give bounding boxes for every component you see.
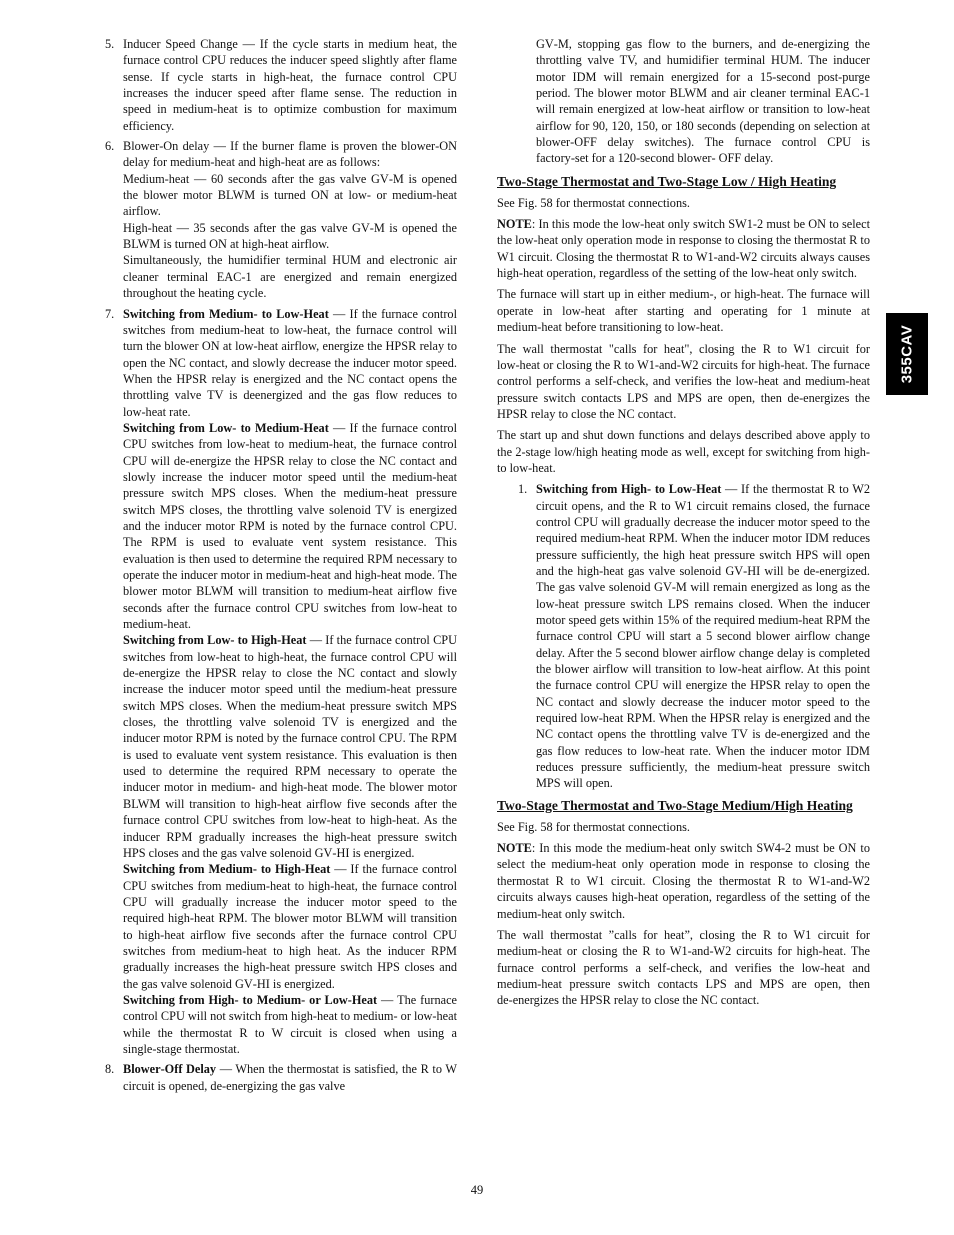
switch-paragraph bbox=[123, 861, 457, 992]
note-paragraph bbox=[497, 840, 870, 922]
switch-title: Switching from Low‑ to High‑Heat bbox=[123, 633, 307, 648]
list-item-6 bbox=[105, 138, 457, 301]
see-figure-text: See Fig. 58 for thermostat connections. bbox=[497, 819, 690, 834]
item-number: 5. bbox=[105, 37, 115, 51]
body-paragraph: The wall thermostat "calls for heat", closing the R to W1 circuit for low‑heat or closing the R to W1‑and‑W2 circuits for high‑heat. The furnace control performs a self‑check, and verifies the low‑heat and medium‑heat pressure switch contacts LPS and MPS are open, then de‑energizes the HPSR relay to close the NC contact. bbox=[497, 341, 870, 421]
list-item-1 bbox=[497, 481, 870, 792]
item-text bbox=[536, 481, 870, 792]
list-item-7 bbox=[105, 306, 457, 1058]
right-column bbox=[497, 36, 870, 1014]
note-paragraph bbox=[497, 216, 870, 281]
side-tab-label: 355CAV bbox=[898, 324, 916, 384]
switch-text: — If the furnace control CPU switches from low‑heat to medium‑heat, the furnace control CPU will de‑energize the HPSR relay to close the NC contact and slowly increase the inducer motor speed until the medium‑heat pressure switch MPS closes. When the medium‑heat pressure switch MPS closes, the throttling valve solenoid TV is energized and the inducer motor RPM is noted by the furnace control CPU. The RPM is used to evaluate vent system resistance. This evaluation is then used to determine the required RPM necessary to operate the inducer motor in medium‑heat and high‑heat mode. The blower motor BLWM will transition to medium‑heat airflow five seconds after the furnace control CPU switches from low‑heat to medium‑heat. bbox=[123, 420, 457, 632]
item-body: — When the thermostat is satisfied, the R to W circuit is opened, de‑energizing the gas valve bbox=[123, 1062, 457, 1093]
item-text: Inducer Speed Change — If the cycle starts in medium heat, the furnace control CPU reduces the inducer speed slightly after flame sense. If cycle starts in high‑heat, the furnace control CPU increases the inducer speed after flame sense. The reduction in speed in medium‑heat is to optimize combustion for maximum efficiency. bbox=[123, 37, 457, 133]
switch-paragraph bbox=[123, 992, 457, 1057]
left-column bbox=[105, 36, 457, 1098]
switch-title: Switching from High‑ to Medium‑ or Low‑Heat bbox=[123, 992, 378, 1007]
item-title: Switching from High‑ to Low‑Heat bbox=[536, 482, 722, 497]
item-text: Blower‑On delay — If the burner flame is proven the blower‑ON delay for medium‑heat and high‑heat are as follows: bbox=[123, 139, 457, 170]
body-paragraph: The wall thermostat ”calls for heat”, closing the R to W1 circuit for medium‑heat or closing the R to W1‑and‑W2 circuits for high‑heat. The furnace control performs a self‑check, and verifies the low‑heat and medium‑heat pressure switch contacts LPS and MPS are open, then de‑energizes the HPSR relay to close the NC contact. bbox=[497, 927, 870, 1008]
switch-paragraph bbox=[123, 420, 457, 632]
list-item-5 bbox=[105, 36, 457, 134]
section-heading-medium-high: Two‑Stage Thermostat and Two‑Stage Medium/High Heating bbox=[497, 797, 853, 813]
body-paragraph: The start up and shut down functions and delays described above apply to the 2‑stage low/high heating mode as well, except for switching from high‑ to low‑heat. bbox=[497, 428, 870, 475]
switch-title: Switching from Medium‑ to High‑Heat bbox=[123, 862, 331, 877]
body-paragraph: The furnace will start up in either medium‑, or high‑heat. The furnace will operate in low‑heat after starting and operating for 1 minute at medium‑heat before transitioning to low‑heat. bbox=[497, 287, 870, 335]
item-number: 7. bbox=[105, 306, 115, 321]
switch-text: — If the furnace control CPU switches from low‑heat to high‑heat, the furnace control CPU will de‑energize the HPSR relay to close the NC contact and slowly increase the inducer motor speed until the medium‑heat pressure switch MPS closes. When the medium‑heat pressure switch MPS closes, the throttling valve solenoid TV is energized and the inducer motor RPM is noted by the furnace control CPU. The RPM is used to evaluate vent system resistance. This evaluation is then used to determine the required RPM necessary to operate the inducer motor in medium‑ and high‑heat mode. The blower motor BLWM will transition to high‑heat airflow five seconds after the furnace control CPU switches from low‑heat to high‑heat. As the inducer RPM gradually increases the high‑heat pressure switch HPS closes and the gas valve solenoid GV‑HI is energized. bbox=[123, 633, 457, 860]
high-heat-text: High‑heat — 35 seconds after the gas valve GV‑M is opened the BLWM is turned ON at high‑heat airflow. bbox=[123, 220, 457, 252]
item-text bbox=[123, 1061, 457, 1094]
note-text: : In this mode the medium‑heat only switch SW4‑2 must be ON to select the medium‑heat only operation mode in response to closing the thermostat R to W1 circuit. Closing the thermostat R to W1‑and‑W2 circuits always causes high‑heat operation, regardless of the setting of the medium‑heat only switch. bbox=[497, 841, 870, 921]
switch-text: — The furnace control CPU will not switch from high‑heat to medium‑ or low‑heat while the thermostat R to W circuit is closed when using a single‑stage thermostat. bbox=[123, 992, 458, 1056]
medium-heat-text: Medium‑heat — 60 seconds after the gas valve GV‑M is opened the blower motor BLWM is turned ON at low‑ or medium‑heat airflow. bbox=[123, 171, 457, 219]
switch-paragraph bbox=[123, 306, 457, 420]
item-number: 6. bbox=[105, 139, 115, 154]
side-tab bbox=[886, 313, 928, 395]
simultaneous-text: Simultaneously, the humidifier terminal HUM and electronic air cleaner terminal EAC‑1 are energized and remain energized throughout the heating cycle. bbox=[123, 253, 457, 301]
list-item-8 bbox=[105, 1061, 457, 1094]
switch-text: — If the furnace control switches from medium‑heat to low‑heat, the furnace control will turn the blower ON at low‑heat airflow, energize the HPSR relay to open the NC contact, and slowly decrease the inducer motor speed. When the HPSR relay is energized and the NC contact opens the throttling valve TV is deenergized and the gas flow reduces to low‑heat rate. bbox=[123, 306, 457, 419]
see-figure-text: See Fig. 58 for thermostat connections. bbox=[497, 195, 690, 210]
item-body: — If the thermostat R to W2 circuit opens, and the R to W1 circuit remains closed, the furnace control CPU will gradually decrease the inducer motor speed to the required medium‑heat RPM. When the inducer motor IDM reduces pressure sufficiently, the high heat pressure switch HPS will open and the high‑heat gas valve solenoid GV‑HI will be de‑energized. The gas valve solenoid GV‑M will remain energized as long as the low‑heat pressure switch LPS remains closed. When the inducer motor speed gets within 15% of the required medium‑heat RPM the furnace control CPU will start a 5 second blower airflow change delay. After the 5 second blower airflow change delay is completed the blower airflow will transition to low‑heat airflow. At this point the furnace control CPU will energize the HPSR relay to open the NC contact and slowly decrease the inducer motor speed to the required low‑heat RPM. When the HPSR relay is energized and the NC contact opens the throttling valve TV is de‑energized and the gas flow reduces to low‑heat rate. When the inducer motor IDM reduces pressure sufficiently, the medium‑heat pressure switch MPS will open. bbox=[536, 482, 870, 791]
switch-title: Switching from Low‑ to Medium‑Heat bbox=[123, 420, 329, 435]
page-number: 49 bbox=[470, 1183, 484, 1197]
note-label: NOTE bbox=[497, 841, 532, 856]
section-heading-low-high: Two‑Stage Thermostat and Two‑Stage Low / High Heating bbox=[497, 173, 837, 189]
switch-text: — If the furnace control CPU switches from medium‑heat to high‑heat, the furnace control CPU will gradually increase the inducer motor speed to the required high‑heat RPM. The blower motor BLWM will transition to high‑heat airflow five seconds after the furnace control CPU switches from medium‑heat to high heat. As the inducer RPM gradually increases the high‑heat pressure switch HPS closes and the gas valve solenoid GV‑HI is energized. bbox=[123, 862, 457, 991]
switch-paragraph bbox=[123, 632, 457, 861]
item-title: Blower‑Off Delay bbox=[123, 1062, 217, 1077]
continuation-text: GV‑M, stopping gas flow to the burners, and de‑energizing the throttling valve TV, and humidifier terminal HUM. The inducer motor IDM will remain energized for a 15‑second post‑purge period. The blower motor BLWM and air cleaner terminal EAC‑1 will remain energized at low‑heat airflow or transition to low‑heat airflow for 90, 120, 150, or 180 seconds (depending on selection at blower‑OFF delay switches). The furnace control CPU is factory‑set for a 120‑second blower‑ OFF delay. bbox=[536, 37, 870, 166]
switch-title: Switching from Medium‑ to Low‑Heat bbox=[123, 306, 329, 321]
note-text: : In this mode the low‑heat only switch SW1‑2 must be ON to select the low‑heat only operation mode in response to closing the thermostat R to W1 circuit. Closing the thermostat R to W1‑and‑W2 circuits always causes high‑heat operation, regardless of the setting of the low‑heat only switch. bbox=[497, 217, 870, 281]
item-number: 8. bbox=[105, 1062, 115, 1077]
item-number: 1. bbox=[518, 482, 528, 497]
note-label: NOTE bbox=[497, 217, 532, 232]
